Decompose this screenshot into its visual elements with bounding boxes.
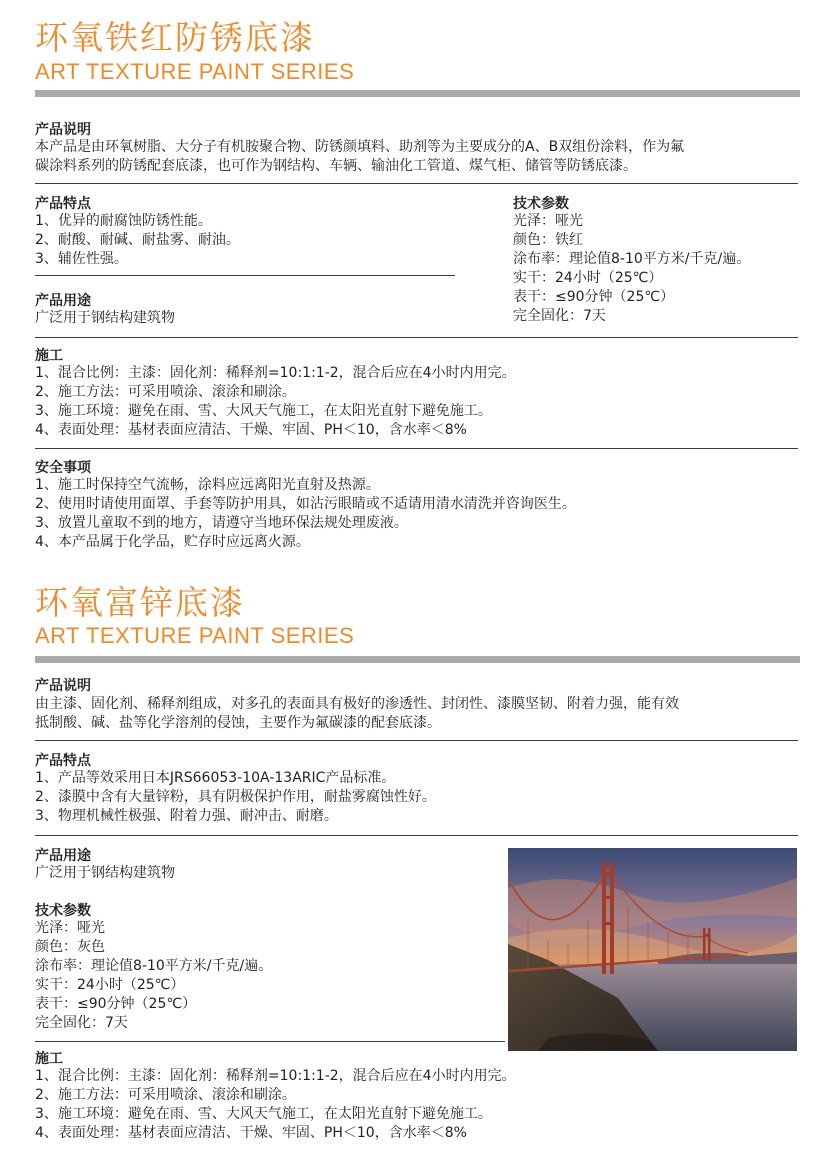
s1-construction-item: 4、表面处理：基材表面应清洁、干燥、牢固、PH＜10，含水率＜8% [35,422,467,438]
s1-divider-3 [35,337,798,338]
section2-title-cn: 环氧富锌底漆 [35,583,245,622]
s2-spec-surface-dry: 表干：≤90分钟（25℃） [35,996,197,1012]
s1-feature-item: 1、优异的耐腐蚀防锈性能。 [35,213,212,229]
s1-divider-4 [35,448,798,449]
s1-divider-2 [35,275,455,276]
s1-safety-list [35,476,576,552]
s2-feature-item: 1、产品等效采用日本JRS66053-10A-13ARIC产品标准。 [35,770,396,786]
s2-divider-3 [35,1041,505,1042]
s2-construction-item: 3、施工环境：避免在雨、雪、大风天气施工，在太阳光直射下避免施工。 [35,1106,492,1122]
s1-safety-heading: 安全事项 [35,460,91,476]
s2-specs-list [35,919,272,1033]
s2-description-line: 由主漆、固化剂、稀释剂组成，对多孔的表面具有极好的渗透性、封闭性、漆膜坚韧、附着力强，能有效 [35,696,679,712]
s1-usage-heading: 产品用途 [35,293,91,309]
s1-construction-list [35,364,516,440]
s1-feature-item: 3、辅佐性强。 [35,251,128,267]
s1-construction-item: 2、施工方法：可采用喷涂、滚涂和刷涂。 [35,384,296,400]
s2-divider-2 [35,835,798,836]
s1-divider-1 [35,183,798,184]
s2-spec-coverage: 涂布率：理论值8-10平方米/千克/遍。 [35,958,273,974]
s1-spec-surface-dry: 表干：≤90分钟（25℃） [513,289,675,305]
s1-safety-item: 1、施工时保持空气流畅，涂料应远离阳光直射及热源。 [35,477,380,493]
bridge-at-sunset-photo [508,848,797,1051]
s2-divider-1 [35,740,798,741]
s1-safety-item: 3、放置儿童取不到的地方，请遵守当地环保法规处理废液。 [35,515,408,531]
s2-features-list [35,769,436,826]
s1-spec-full-cure: 完全固化：7天 [513,308,606,324]
s1-safety-item: 4、本产品属于化学品，贮存时应远离火源。 [35,534,310,550]
s1-description-line: 碳涂料系列的防锈配套底漆，也可作为钢结构、车辆、输油化工管道、煤气柜、储管等防锈底漆。 [35,158,637,174]
s1-spec-hard-dry: 实干：24小时（25℃） [513,270,663,286]
s1-specs-list [513,212,750,326]
s1-feature-item: 2、耐酸、耐碱、耐盐雾、耐油。 [35,232,240,248]
s1-construction-item: 1、混合比例：主漆：固化剂：稀释剂=10:1:1-2，混合后应在4小时内用完。 [35,365,516,381]
s1-specs-heading: 技术参数 [513,196,569,212]
s2-construction-heading: 施工 [35,1051,63,1067]
s2-feature-item: 3、物理机械性极强、附着力强、耐冲击、耐磨。 [35,808,338,824]
s1-spec-color: 颜色：铁红 [513,232,583,248]
bridge-illustration [508,848,797,1051]
section1-title-cn: 环氧铁红防锈底漆 [35,18,315,57]
section1-title-bar [35,90,800,97]
s2-specs-heading: 技术参数 [35,903,91,919]
s2-description-heading: 产品说明 [35,678,91,694]
section2-title-bar [35,656,800,663]
s2-feature-item: 2、漆膜中含有大量锌粉，具有阴极保护作用，耐盐雾腐蚀性好。 [35,789,436,805]
s1-features-list [35,212,240,269]
s2-features-heading: 产品特点 [35,753,91,769]
s1-spec-gloss: 光泽：哑光 [513,213,583,229]
s2-construction-item: 4、表面处理：基材表面应清洁、干燥、牢固、PH＜10，含水率＜8% [35,1125,467,1141]
s2-construction-list [35,1067,516,1143]
s2-usage-heading: 产品用途 [35,848,91,864]
s2-construction-item: 2、施工方法：可采用喷涂、滚涂和刷涂。 [35,1087,296,1103]
s2-spec-gloss: 光泽：哑光 [35,920,105,936]
s1-description-line: 本产品是由环氧树脂、大分子有机胺聚合物、防锈颜填料、助剂等为主要成分的A、B双组份涂料，作为氟 [35,139,685,155]
s2-description-body [35,695,679,733]
s1-safety-item: 2、使用时请使用面罩、手套等防护用具，如沾污眼睛或不适请用清水清洗并咨询医生。 [35,496,576,512]
s2-construction-item: 1、混合比例：主漆：固化剂：稀释剂=10:1:1-2，混合后应在4小时内用完。 [35,1068,516,1084]
s2-spec-full-cure: 完全固化：7天 [35,1015,128,1031]
s1-construction-item: 3、施工环境：避免在雨、雪、大风天气施工，在太阳光直射下避免施工。 [35,403,492,419]
s2-description-line: 抵制酸、碱、盐等化学溶剂的侵蚀，主要作为氟碳漆的配套底漆。 [35,715,441,731]
s2-spec-hard-dry: 实干：24小时（25℃） [35,977,185,993]
s1-construction-heading: 施工 [35,348,63,364]
s1-description-heading: 产品说明 [35,122,91,138]
section2-title-en: ART TEXTURE PAINT SERIES [35,623,355,648]
s1-usage-text: 广泛用于钢结构建筑物 [35,310,175,326]
section1-title-en: ART TEXTURE PAINT SERIES [35,59,355,84]
s1-description-body [35,138,684,176]
s2-spec-color: 颜色：灰色 [35,939,105,955]
s1-features-heading: 产品特点 [35,196,91,212]
s2-usage-text: 广泛用于钢结构建筑物 [35,865,175,881]
s1-spec-coverage: 涂布率：理论值8-10平方米/千克/遍。 [513,251,751,267]
